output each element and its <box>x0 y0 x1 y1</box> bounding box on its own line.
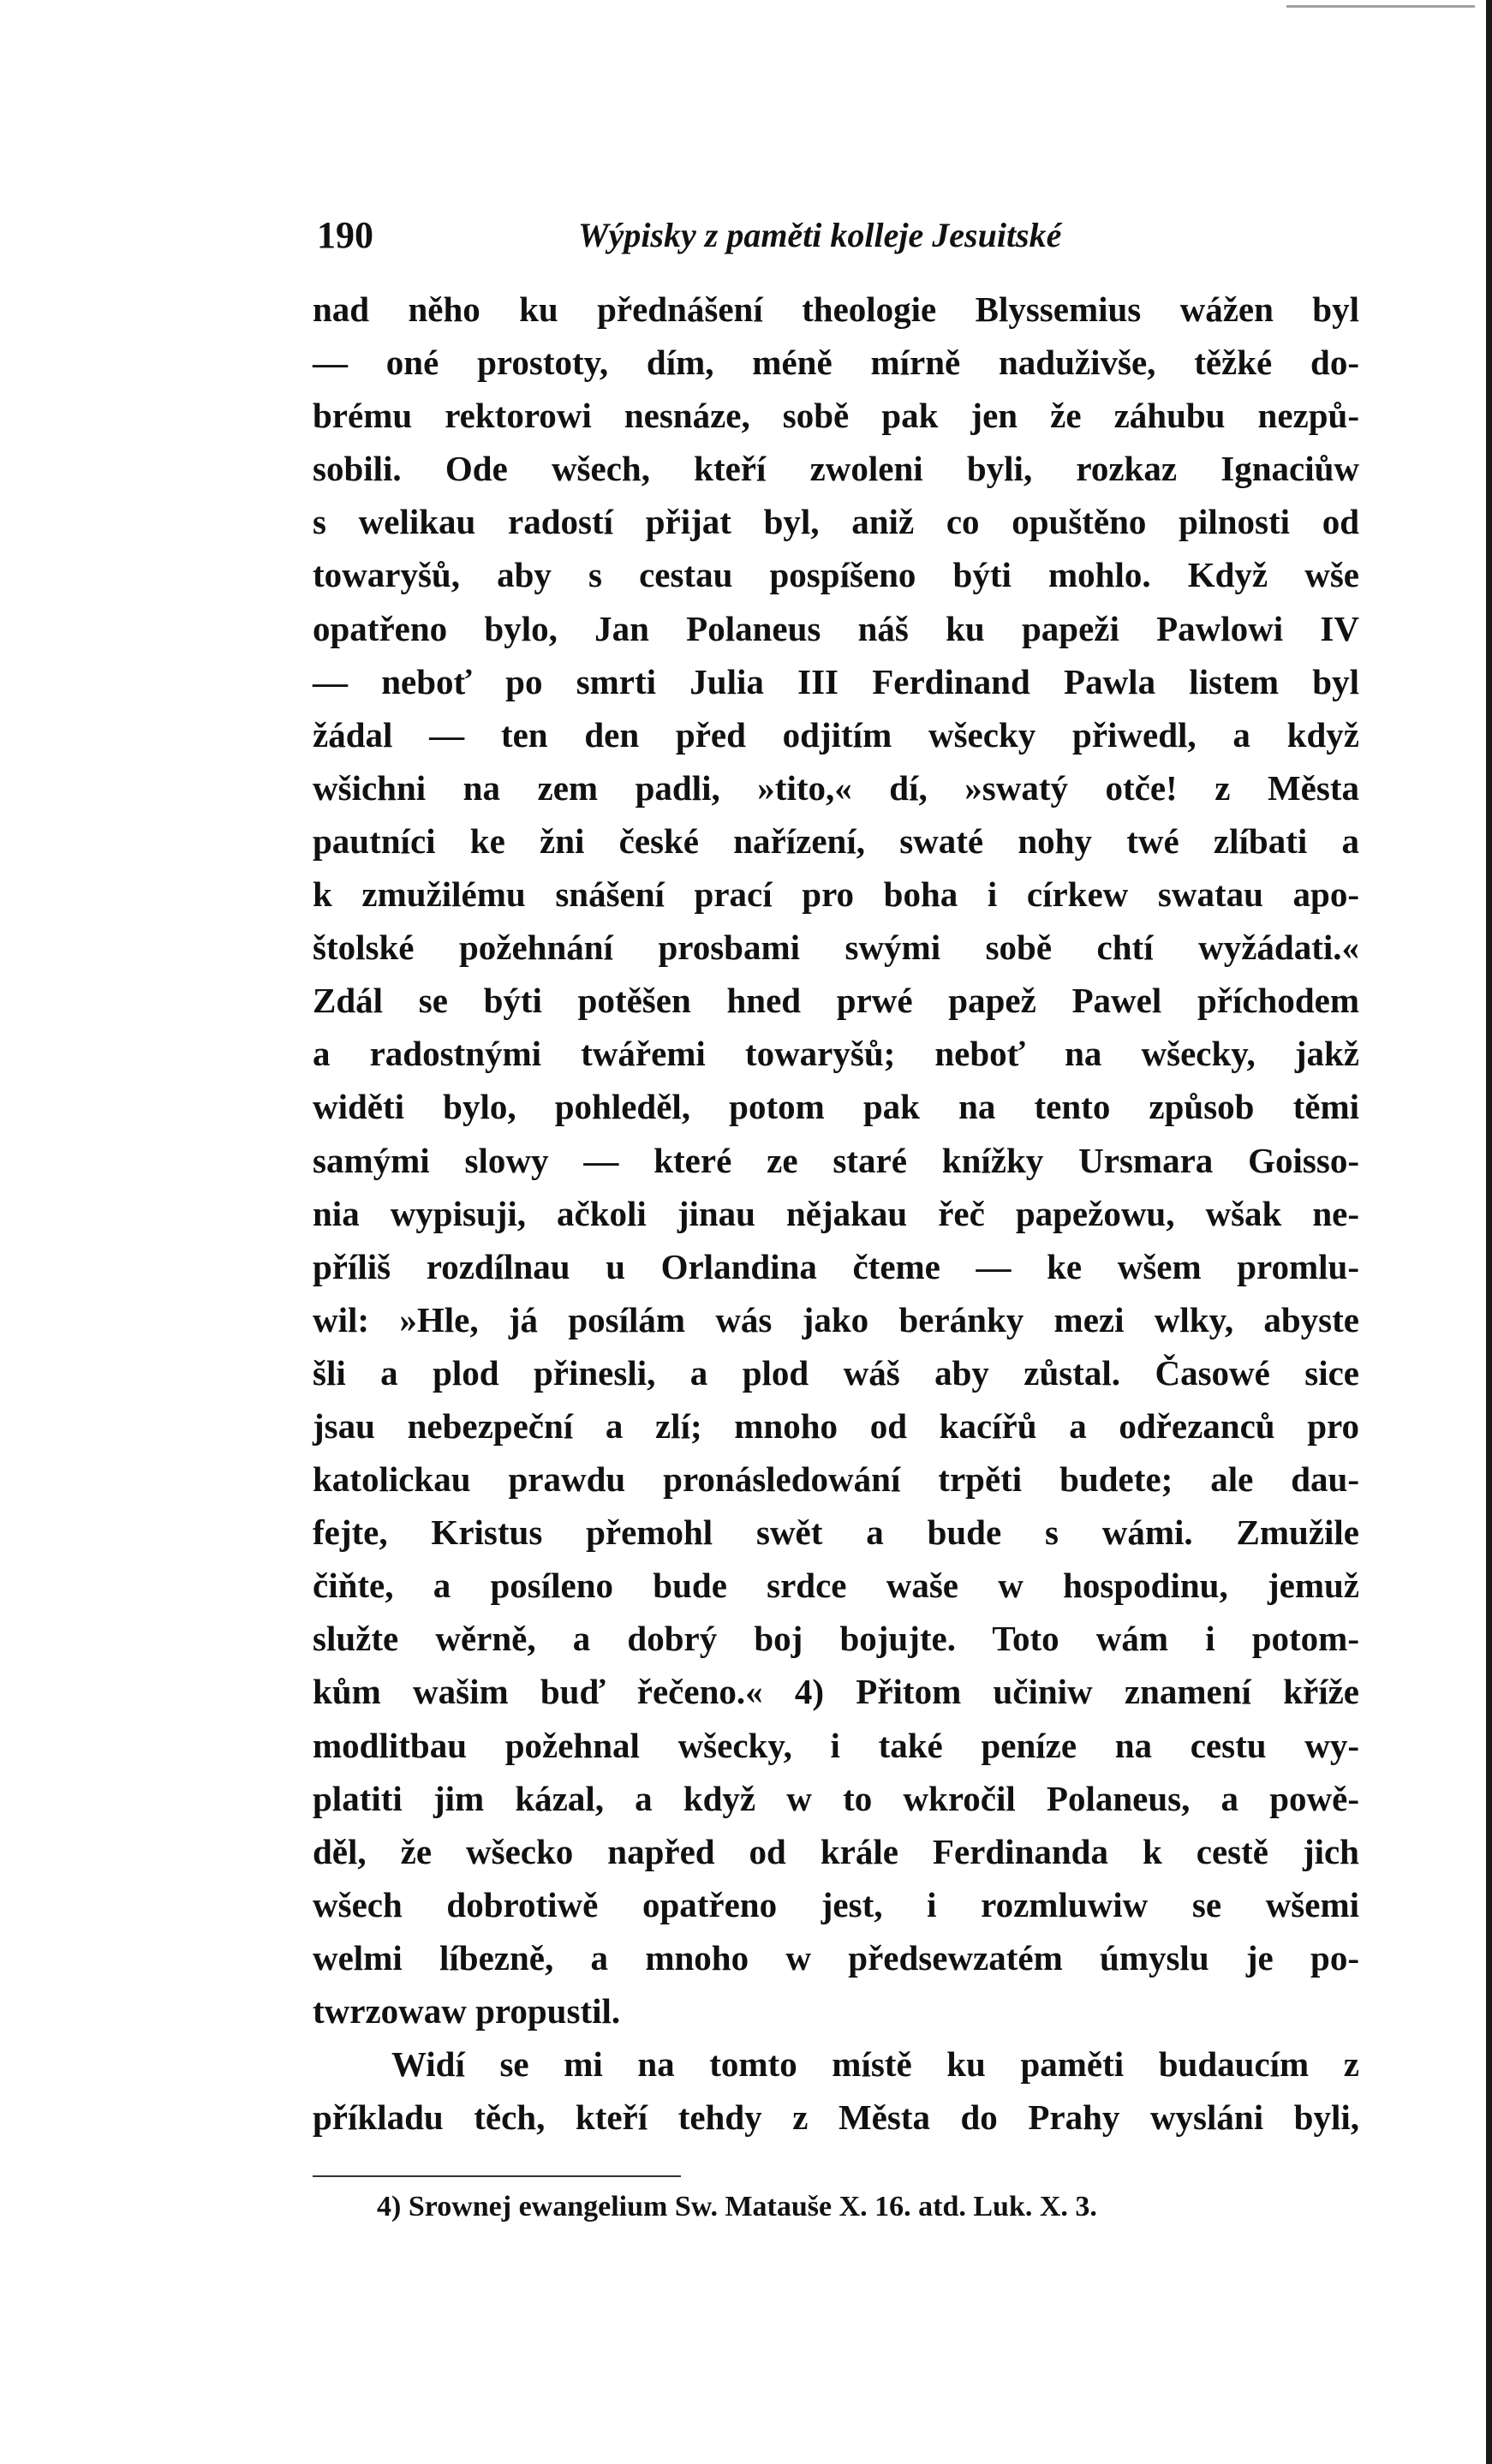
text-line: — neboť po smrti Julia III Ferdinand Pawla listem byl <box>313 661 1359 701</box>
body-text <box>313 283 1359 2144</box>
text-line: katolickau prawdu pronásledowání trpěti budete; ale dau- <box>313 1459 1359 1500</box>
text-line: jsau nebezpeční a zlí; mnoho od kacířů a odřezanců pro <box>313 1405 1359 1446</box>
text-line-paragraph-end: twrzowaw propustil. <box>313 1991 621 2031</box>
text-line: k zmužilému snášení prací pro boha i církew swatau apo- <box>313 874 1359 915</box>
text-line: sobili. Ode wšech, kteří zwoleni byli, rozkaz Ignaciůw <box>313 449 1359 489</box>
text-line: widěti bylo, pohleděl, potom pak na tento způsob těmi <box>313 1087 1359 1127</box>
text-line: pautníci ke žni české nařízení, swaté nohy twé zlíbati a <box>313 820 1359 861</box>
scan-artifact <box>1286 5 1475 8</box>
text-line: žádal — ten den před odjitím wšecky přiwedl, a když <box>313 714 1359 755</box>
text-line: platiti jim kázal, a když w to wkročil Polaneus, a powě- <box>313 1778 1359 1818</box>
text-line: děl, že wšecko napřed od krále Ferdinanda k cestě jich <box>313 1831 1359 1871</box>
text-line: welmi líbezně, a mnoho w předsewzatém úmyslu je po- <box>313 1937 1359 1978</box>
running-title: Wýpisky z paměti kolleje Jesuitské <box>578 216 1062 254</box>
text-line: čiňte, a posíleno bude srdce waše w hospodinu, jemuž <box>313 1566 1359 1606</box>
text-line: služte wěrně, a dobrý boj bojujte. Toto wám i potom- <box>313 1619 1359 1659</box>
text-line: příliš rozdílnau u Orlandina čteme — ke wšem promlu- <box>313 1246 1359 1286</box>
text-line: — oné prostoty, dím, méně mírně naduživše, těžké do- <box>313 343 1359 383</box>
text-line: opatřeno bylo, Jan Polaneus náš ku papeži Pawlowi IV <box>313 608 1359 648</box>
text-line: modlitbau požehnal wšecky, i také peníze na cestu wy- <box>313 1725 1359 1765</box>
text-line: nia wypisuji, ačkoli jinau nějakau řeč papežowu, wšak ne- <box>313 1193 1359 1233</box>
text-line: brému rektorowi nesnáze, sobě pak jen že záhubu nezpů- <box>313 396 1359 436</box>
text-line: šli a plod přinesli, a plod wáš aby zůstal. Časowé sice <box>313 1352 1359 1393</box>
text-line: towaryšů, aby s cestau pospíšeno býti mohlo. Když wše <box>313 555 1359 595</box>
page-edge-shadow <box>1486 0 1492 2464</box>
text-line: a radostnými twářemi towaryšů; neboť na wšecky, jakž <box>313 1034 1359 1074</box>
text-line: s welikau radostí přijat byl, aniž co opuštěno pilnosti od <box>313 502 1359 542</box>
text-line: fejte, Kristus přemohl swět a bude s wámi. Zmužile <box>313 1512 1359 1553</box>
text-line: samými slowy — které ze staré knížky Ursmara Goisso- <box>313 1140 1359 1180</box>
page-header <box>317 210 1362 261</box>
text-line: wil: »Hle, já posílám wás jako beránky mezi wlky, abyste <box>313 1299 1359 1339</box>
page-number: 190 <box>317 214 373 256</box>
text-line: štolské požehnání prosbami swými sobě chtí wyžádati.« <box>313 928 1359 968</box>
footnote-divider <box>313 2175 681 2177</box>
text-line: wšech dobrotiwě opatřeno jest, i rozmluwiw se wšemi <box>313 1884 1359 1924</box>
text-line: wšichni na zem padli, »tito,« dí, »swatý otče! z Města <box>313 767 1359 808</box>
text-line-paragraph-start: Widí se mi na tomto místě ku paměti budaucím z <box>391 2044 1359 2085</box>
text-line: nad něho ku přednášení theologie Blyssemius wážen byl <box>313 289 1359 329</box>
footnote: 4) Srownej ewangelium Sw. Matauše X. 16. atd. Luk. X. 3. <box>377 2191 1097 2222</box>
text-line: Zdál se býti potěšen hned prwé papež Pawel příchodem <box>313 981 1359 1021</box>
text-line: příkladu těch, kteří tehdy z Města do Prahy wysláni byli, <box>313 2097 1359 2138</box>
text-line: kům wašim buď řečeno.« 4) Přitom učiniw znamení kříže <box>313 1672 1359 1712</box>
